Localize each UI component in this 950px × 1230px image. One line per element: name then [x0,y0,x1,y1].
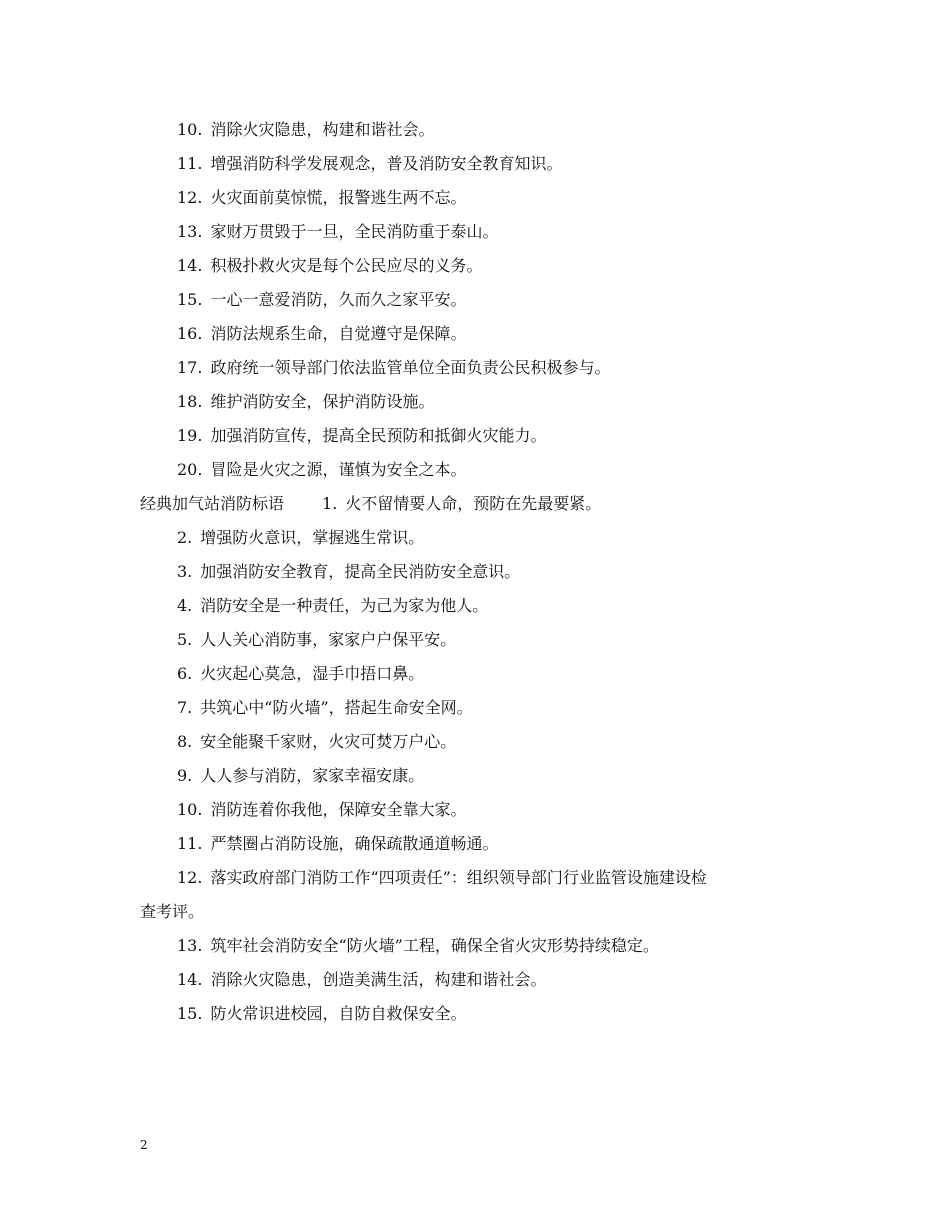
item-number: 11. [177,834,203,853]
list-item [140,453,820,487]
list-item [140,249,820,283]
list-item [140,997,820,1031]
item-number: 16. [177,324,203,343]
list-item [140,963,820,997]
list-item [140,827,820,861]
item-text: 消防安全是一种责任，为己为家为他人。 [200,596,489,615]
item-number: 18. [177,392,203,411]
page-number: 2 [140,1138,148,1152]
item-text: 消防法规系生命，自觉遵守是保障。 [210,324,467,343]
item-number: 17. [177,358,203,377]
item-text: 消除火灾隐患，创造美满生活，构建和谐社会。 [210,970,547,989]
list-item [140,521,820,555]
item-number: 2. [177,528,193,547]
item-number: 10. [177,800,203,819]
item-number: 13. [177,222,203,241]
item-number: 6. [177,664,193,683]
item-text: 人人参与消防，家家幸福安康。 [200,766,425,785]
item-text: 落实政府部门消防工作“四项责任”：组织领导部门行业监管设施建设检 [210,868,707,887]
section-heading: 经典加气站消防标语 [140,494,285,513]
list-item [140,929,820,963]
list-item [140,759,820,793]
list-item [140,181,820,215]
item-number: 5. [177,630,193,649]
list-item [140,317,820,351]
item-number: 9. [177,766,193,785]
list-item [140,657,820,691]
item-number: 10. [177,120,203,139]
item-text: 火不留情要人命，预防在先最要紧。 [345,494,602,513]
item-text: 一心一意爱消防，久而久之家平安。 [210,290,467,309]
list-item [140,351,820,385]
item-text: 防火常识进校园，自防自救保安全。 [210,1004,467,1023]
item-number: 8. [177,732,193,751]
list-item [140,215,820,249]
item-text: 增强消防科学发展观念，普及消防安全教育知识。 [210,154,563,173]
item-text: 冒险是火灾之源，谨慎为安全之本。 [210,460,467,479]
item-number: 19. [177,426,203,445]
item-number: 4. [177,596,193,615]
list-item [140,419,820,453]
item-text: 消除火灾隐患，构建和谐社会。 [210,120,435,139]
item-number: 12. [177,868,203,887]
item-number: 14. [177,970,203,989]
list-item [140,113,820,147]
item-text: 筑牢社会消防安全“防火墙”工程，确保全省火灾形势持续稳定。 [210,936,659,955]
item-number: 15. [177,290,203,309]
list-item [140,691,820,725]
item-text: 加强消防宣传，提高全民预防和抵御火灾能力。 [210,426,547,445]
item-number: 1. [322,494,338,513]
item-text: 火灾面前莫惊慌，报警逃生两不忘。 [210,188,467,207]
item-number: 7. [177,698,193,717]
item-text: 家财万贯毁于一旦，全民消防重于泰山。 [210,222,499,241]
item-text: 安全能聚千家财，火灾可焚万户心。 [200,732,457,751]
item-text: 消防连着你我他，保障安全靠大家。 [210,800,467,819]
list-item [140,861,820,895]
list-item [140,725,820,759]
item-number: 14. [177,256,203,275]
item-number: 13. [177,936,203,955]
list-item [140,555,820,589]
item-number: 11. [177,154,203,173]
list-item [140,283,820,317]
item-number: 20. [177,460,203,479]
item-text-continuation: 查考评。 [140,902,205,921]
list-item-continuation [140,895,820,929]
item-number: 12. [177,188,203,207]
item-number: 15. [177,1004,203,1023]
item-text: 人人关心消防事，家家户户保平安。 [200,630,457,649]
document-body [140,113,820,1031]
item-text: 火灾起心莫急，湿手巾捂口鼻。 [200,664,425,683]
item-text: 加强消防安全教育，提高全民消防安全意识。 [200,562,521,581]
list-item [140,793,820,827]
item-text: 共筑心中“防火墙”，搭起生命安全网。 [200,698,473,717]
list-item [140,623,820,657]
item-text: 严禁圈占消防设施，确保疏散通道畅通。 [210,834,499,853]
list-item [140,589,820,623]
item-text: 增强防火意识，掌握逃生常识。 [200,528,425,547]
item-text: 积极扑救火灾是每个公民应尽的义务。 [210,256,483,275]
item-text: 政府统一领导部门依法监管单位全面负责公民积极参与。 [210,358,611,377]
item-number: 3. [177,562,193,581]
item-text: 维护消防安全，保护消防设施。 [210,392,435,411]
section-heading-line [140,487,820,521]
list-item [140,147,820,181]
list-item [140,385,820,419]
